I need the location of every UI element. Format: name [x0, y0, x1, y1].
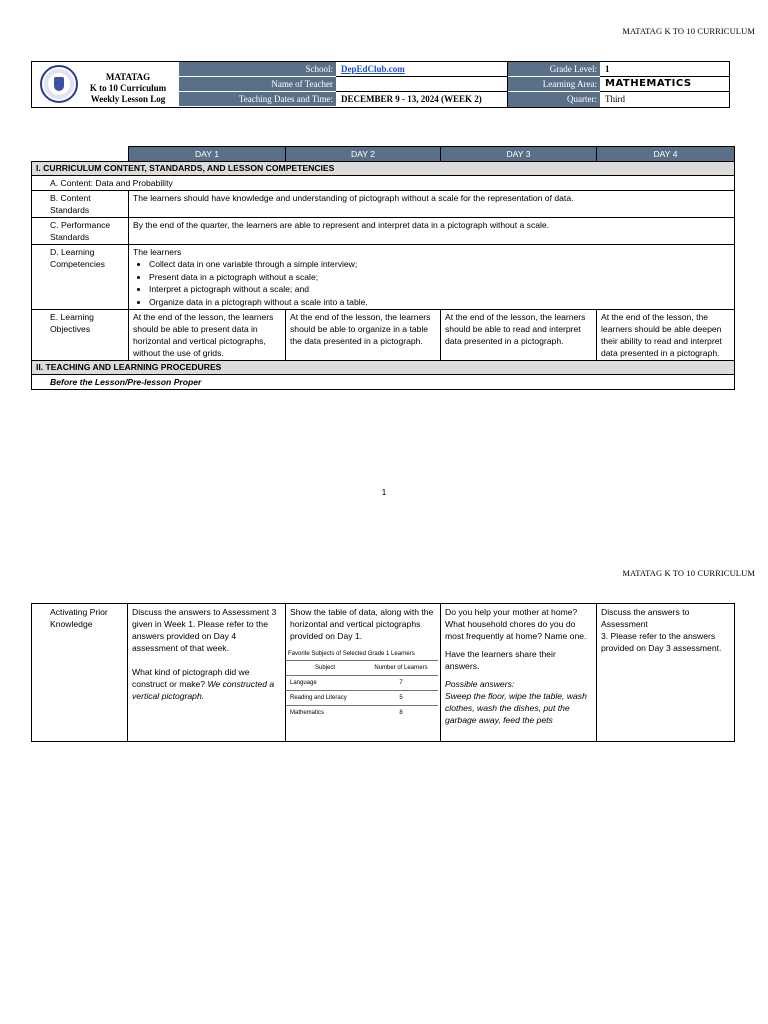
content-standards-label: B. Content Standards [32, 191, 129, 218]
activating-prior-knowledge-table [31, 603, 735, 742]
logo-line-2: K to 10 Curriculum [89, 83, 167, 93]
logo-text [80, 72, 176, 105]
objective-day-2: At the end of the lesson, the learners should be able to organize in a table the data presented in a pictograph. [286, 310, 441, 361]
quarter-label: Quarter: [508, 92, 600, 107]
header-table [31, 61, 730, 108]
day-3-header: DAY 3 [441, 147, 597, 162]
apk-day-4 [597, 604, 735, 742]
favorite-subjects-table [286, 660, 438, 720]
table-header-count: Number of Learners [364, 661, 438, 676]
grade-label: Grade Level: [508, 62, 600, 77]
grade-value: 1 [600, 62, 730, 77]
logo-cell [32, 62, 180, 107]
day-1-header: DAY 1 [129, 147, 286, 162]
table-header-subject: Subject [286, 661, 364, 676]
apk-day-3-question: Do you help your mother at home? What household chores do you do most frequently at home? Name one. [445, 607, 587, 641]
objectives-label: E. Learning Objectives [32, 310, 129, 361]
table-cell-count: 5 [364, 691, 438, 706]
apk-day-3-answers-label: Possible answers: [445, 679, 515, 689]
teacher-label: Name of Teacher [179, 77, 336, 92]
before-lesson-heading: Before the Lesson/Pre-lesson Proper [32, 375, 735, 390]
logo-line-1: MATATAG [105, 72, 151, 82]
section-1-heading: I. CURRICULUM CONTENT, STANDARDS, AND LESSON COMPETENCIES [32, 162, 735, 176]
answer-text: We constructed a vertical pictograph. [132, 679, 275, 701]
objective-day-1: At the end of the lesson, the learners should be able to present data in horizontal and vertical pictographs, without the use of grids. [129, 310, 286, 361]
table-row [286, 706, 438, 721]
day-header-row [32, 147, 735, 162]
content-standards-text: The learners should have knowledge and understanding of pictograph without a scale for the representation of data. [129, 191, 735, 218]
page-number: 1 [381, 487, 387, 497]
running-header-2: MATATAG K TO 10 CURRICULUM [622, 568, 755, 578]
section-2-heading: II. TEACHING AND LEARNING PROCEDURES [32, 361, 735, 375]
performance-standards-text: By the end of the quarter, the learners are able to represent and interpret data in a pictograph without a scale. [129, 218, 735, 245]
competencies-label: D. Learning Competencies [32, 245, 129, 310]
area-value: MATHEMATICS [600, 77, 730, 92]
day-2-header: DAY 2 [286, 147, 441, 162]
table-cell-subject: Mathematics [290, 710, 325, 716]
header-row-teacher [179, 77, 730, 92]
objective-day-4: At the end of the lesson, the learners should be able deepen their ability to read and interpret data presented in a pictograph. [597, 310, 735, 361]
school-link[interactable]: DepEdClub.com [336, 62, 508, 77]
apk-day-4-text-2: 3. Please refer to the answers provided on Day 3 assessment. [601, 631, 722, 653]
quarter-value: Third [600, 92, 730, 107]
apk-day-2 [286, 604, 441, 742]
competencies-cell [129, 245, 735, 310]
table-cell-count: 7 [364, 676, 438, 691]
table-cell-count: 8 [399, 710, 403, 716]
school-label: School: [179, 62, 336, 77]
list-item: • Collect data in one variable through a simple interview; [149, 258, 730, 271]
objective-day-3: At the end of the lesson, the learners should be able to read and interpret data presented in a pictograph. [441, 310, 597, 361]
table-cell-subject: Language [286, 676, 364, 691]
competencies-list [133, 258, 730, 308]
question-text: What kind of pictograph did we construct or make? [132, 667, 250, 689]
apk-day-4-text-1: Discuss the answers to Assessment [601, 607, 690, 629]
day-4-header: DAY 4 [597, 147, 735, 162]
header-row-school [179, 62, 730, 77]
header-row-dates [179, 92, 730, 107]
lesson-table [31, 146, 735, 390]
table-row [286, 676, 438, 691]
dates-label: Teaching Dates and Time: [179, 92, 336, 107]
apk-day-3-instruction: Have the learners share their answers. [445, 649, 556, 671]
area-label: Learning Area: [508, 77, 600, 92]
apk-day-1-text: Discuss the answers to Assessment 3 given in Week 1. Please refer to the answers provided on Day 4 assessment of that week. [132, 607, 277, 653]
teacher-value [336, 77, 508, 92]
competencies-intro: The learners [133, 247, 182, 257]
table-cell-subject: Reading and Literacy [286, 691, 364, 706]
apk-day-2-text: Show the table of data, along with the horizontal and vertical pictographs provided on Day 1. [290, 607, 434, 641]
list-item: • Organize data in a pictograph without a scale into a table. [149, 296, 730, 309]
performance-standards-label: C. Performance Standards [32, 218, 129, 245]
deped-seal-icon [40, 65, 78, 103]
list-item: • Interpret a pictograph without a scale; and [149, 283, 730, 296]
data-table-title: Favorite Subjects of Selected Grade 1 Learners [288, 651, 415, 657]
apk-day-1-question [132, 666, 281, 702]
content-row: A. Content: Data and Probability [32, 176, 735, 191]
apk-day-3 [441, 604, 597, 742]
apk-day-1 [128, 604, 286, 742]
list-item: • Present data in a pictograph without a scale; [149, 271, 730, 284]
logo-line-3: Weekly Lesson Log [90, 94, 166, 104]
apk-day-3-answers: Sweep the floor, wipe the table, wash clothes, wash the dishes, put the garbage away, feed the pets [445, 691, 587, 725]
dates-value: DECEMBER 9 - 13, 2024 (WEEK 2) [336, 92, 508, 107]
running-header: MATATAG K TO 10 CURRICULUM [622, 26, 755, 36]
apk-label: Activating Prior Knowledge [32, 604, 128, 742]
table-row [286, 691, 438, 706]
